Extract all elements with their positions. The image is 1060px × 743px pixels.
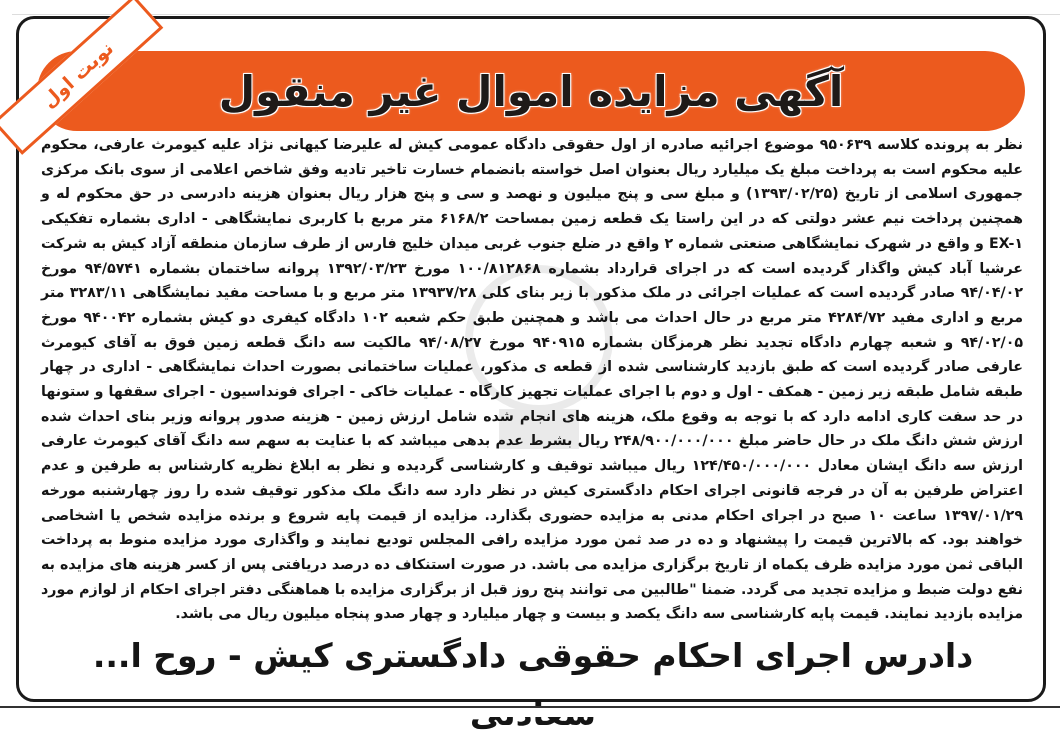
auction-notice	[16, 16, 1046, 702]
notice-headline: آگهی مزایده اموال غیر منقول	[218, 66, 844, 116]
headline-banner	[37, 51, 1025, 131]
ribbon-label: نوبت اول	[38, 37, 118, 113]
bottom-page-strip	[0, 706, 1060, 717]
notice-body: نظر به پرونده کلاسه ۹۵۰۶۳۹ موضوع اجرائیه صادره از اول حقوقی دادگاه عمومی کیش له علیرضا کیهانی نژاد علیه کیومرث عارفی، محکوم علیه محکوم است به پرداخت مبلغ یک میلیارد ریال بعنوان اصل خواسته بانضمام خسارت تاخیر تادیه وفق شاخص اعلامی از سوی بانک مرکزی جمهوری اسلامی از تاریخ (۱۳۹۳/۰۲/۲۵) و مبلغ سی و پنج میلیون و نهصد و سی و پنج هزار ریال بعنوان هزینه دادرسی در حق محکوم له و همچنین پرداخت نیم عشر دولتی که در این راستا یک قطعه زمین بمساحت ۶۱۶۸/۲ متر مربع با کاربری نمایشگاهی - اداری بشماره تفکیکی EX-۱ و واقع در شهرک نمایشگاهی صنعتی شماره ۲ واقع در ضلع جنوب غربی میدان خلیج فارس از طرف سازمان منطقه آزاد کیش به شرکت عرشیا آباد کیش واگذار گردیده است که در اجرای قرارداد بشماره ۱۰۰/۸۱۲۸۶۸ مورخ ۱۳۹۲/۰۳/۲۳ پروانه ساختمان بشماره ۹۴/۵۷۴۱ مورخ ۹۴/۰۴/۰۲ صادر گردیده است که عملیات اجرائی در ملک مذکور با زیر بنای کلی ۱۳۹۳۷/۲۸ متر مربع و با مساحت مفید نمایشگاهی ۳۲۸۳/۱۱ متر مربع و اداری مفید ۴۲۸۴/۷۲ متر مربع در حال احداث می باشد و همچنین طبق حکم شعبه ۱۰۲ دادگاه کیفری دو کیش بشماره ۹۴۰۰۴۲ مورخ ۹۴/۰۲/۰۵ و شعبه چهارم دادگاه تجدید نظر هرمزگان بشماره ۹۴۰۹۱۵ مورخ ۹۴/۰۸/۲۷ مالکیت سه دانگ قطعه زمین فوق به آقای کیومرث عارفی صادر گردیده است که طبق بازدید کارشناسی شده از قطعه ی مذکور، عملیات ساختمانی بصورت احداث نمایشگاهی - اداری در چهار طبقه شامل طبقه زیر زمین - همکف - اول و دوم با اجرای عملیات تجهیز کارگاه - عملیات خاکی - اجرای فونداسیون - اجرای سقفها و ستونها در حد سفت کاری ادامه دارد که با توجه به وقوع ملک، هزینه های انجام شده شامل ارزش زمین - هزینه صدور پروانه وزیر بنای احداث شده ارزش شش دانگ ملک در حال حاضر مبلغ ۲۴۸/۹۰۰/۰۰۰/۰۰۰ ریال بشرط عدم بدهی میباشد که با عنایت به سهم سه دانگ آقای کیومرث عارفی ارزش سه دانگ ایشان معادل ۱۲۴/۴۵۰/۰۰۰/۰۰۰ ریال میباشد توقیف و کارشناسی گردیده و نظر به ابلاغ نظریه کارشناس به طرفین و عدم اعتراض طرفین به آن در فرجه قانونی اجرای احکام دادگستری کیش در نظر دارد سه دانگ ملک مذکور توقیف شده را روز چهارشنبه مورخه ۱۳۹۷/۰۱/۲۹ ساعت ۱۰ صبح در اجرای احکام مدنی به مزایده حضوری بگذارد. مزایده از قیمت پایه شروع و برنده مزایده شخص یا اشخاصی خواهند بود. که بالاترین قیمت را پیشنهاد و ده در صد ثمن مورد مزایده رافی المجلس تودیع نمایند و واگذاری مورد مزایده منوط به پرداخت الباقی ثمن مورد مزایده ظرف یکماه از تاریخ برگزاری مزایده می باشد. در صورت استنکاف ده درصد دریافتی پس از کسر هزینه های مزایده به نفع دولت ضبط و مزایده تجدید می گردد. ضمنا "طالبین می توانند پنج روز قبل از برگزاری مزایده با هماهنگی دفتر اجرای احکام از لوازم مورد مزایده بازدید نمایند. قیمت پایه کارشناسی سه دانگ یکصد و بیست و چهار میلیارد و چهار صدو پنجاه میلیون ریال می باشد.	[41, 137, 1024, 623]
top-page-strip	[0, 0, 1060, 15]
notice-signature: دادرس اجرای احکام حقوقی دادگستری کیش - روح ا...	[92, 636, 974, 675]
